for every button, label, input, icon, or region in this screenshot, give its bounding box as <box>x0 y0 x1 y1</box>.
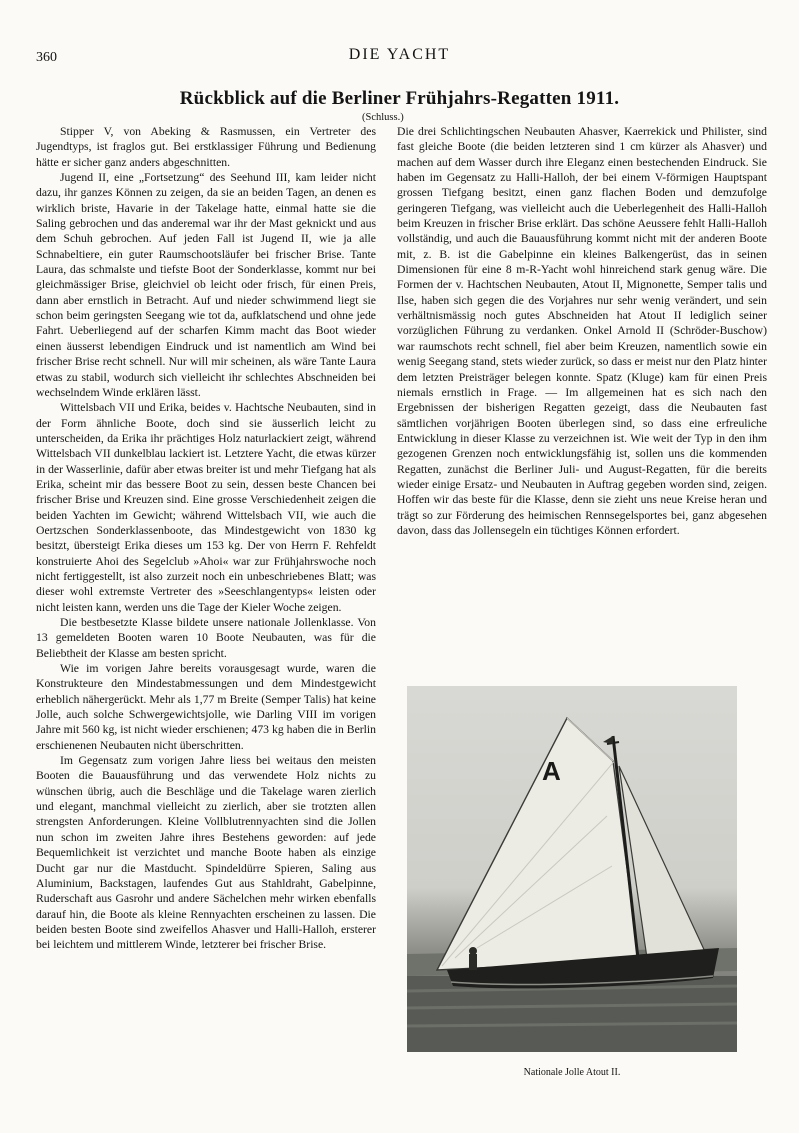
mainsail <box>437 718 639 970</box>
figure-caption: Nationale Jolle Atout II. <box>523 1067 621 1078</box>
article-title: Rückblick auf die Berliner Frühjahrs-Regatten 1911. <box>179 88 620 109</box>
article-subtitle: (Schluss.) <box>362 112 404 123</box>
sail-letter: A <box>542 756 561 786</box>
paragraph: Wittelsbach VII und Erika, beides v. Hachtsche Neubauten, sind in der Form ähnliche Boote, doch sind sie äusserlich leicht zu unterscheiden, da Erika ihr prächtiges Holz naturlackiert zeigt, während Wittelsbach VII dunkelblau lackiert ist. Letztere Yacht, die etwas kürzer in der Wasserlinie, dafür aber etwas breiter ist und mehr Tiefgang hat als Erika, scheint mir das bessere Boot zu sein, dessen beste Chancen bei frischer Brise und Kreuzen sind. Eine grosse Verschiedenheit zeigen die beiden Yachten im Gewicht; während Wittelsbach VII, wie auch die Oertzschen Sonderklassenboote, das Mindestgewicht von 1830 kg besitzt, übersteigt Erika dieses um 153 kg. Der von Herrn F. Rehfeldt konstruierte Ahoi des Segelclub »Ahoi« war zur Frühjahrswoche noch nicht fertiggestellt, ist also zurzeit noch ein unbeschriebenes Blatt; was dieser wohl extremste Vertreter des »Seeschlangentyps« leisten oder nicht leisten kann, werden uns die Tage der Kieler Woche zeigen. <box>36 401 376 614</box>
paragraph: Jugend II, eine „Fortsetzung“ des Seehund III, kam leider nicht dazu, ihr ganzes Können zu zeigen, da sie an beiden Tagen, an denen es wirklich briste, Havarie in der Takelage hatte, einmal hatte sie die Saling gebrochen und das anderemal war ihr der Mast geknickt und aus dem Schuh gebrochen. Auf jeden Fall ist Jugend II, wie ja alle Schnabeltiere, ein guter Raumschootsläufer bei frischer Brise. Tante Laura, das schmalste und tiefste Boot der Sonderklasse, kommt nur bei gleichmässiger Brise, gleichviel ob leicht oder frisch, für einen Preis, dann aber ernstlich in Betracht. Auf und nieder schwimmend liegt sie schon beim geringsten Seegang wie tot da, aufklatschend und ohne jede Fahrt. Ueberliegend auf der scharfen Kimm macht das Boot wieder einen äusserst lebendigen Eindruck und ist namentlich am Wind bei frischer Brise recht schnell. Nur will mir scheinen, als wäre Tante Laura etwas zu stabil, wodurch sich vielleicht ihr schlechtes Abschneiden bei wechselndem Winde erklären lässt. <box>36 171 376 399</box>
paragraph: Im Gegensatz zum vorigen Jahre liess bei weitaus den meisten Booten die Bauausführung und das verwendete Holz nichts zu wünschen übrig, auch die Beschläge und die Takelage waren zierlich und elegant, manchmal vielleicht zu zierlich, aber sie trotzten allen strengsten Anforderungen. Kleine Vollblutrennyachten sind die Jollen nun schon im zweiten Jahre ihres Bestehens geworden: auf jede Bequemlichkeit ist verzichtet und manche Boote haben als einzige Ducht gar nur die Mastducht. Spindeldürre Spieren, Saling aus Aluminium, Backstagen, laufendes Gut aus Stahldraht, Gabelpinne, Ruderschaft aus Gasrohr und andere Sächelchen mehr wirken ebenfalls darauf hin, die Boote als kleine Rennyachten erscheinen zu lassen. Die beiden besten Boote sind zweifellos Ahasver und Halli-Halloh, ersterer bei leichtem und mittlerem Winde, letzterer bei frischer Brise. <box>36 754 376 952</box>
left-column <box>36 124 376 953</box>
paragraph: Die bestbesetzte Klasse bildete unsere nationale Jollenklasse. Von 13 gemeldeten Booten waren 10 Boote Neubauten, was für die Beliebtheit der Klasse am besten spricht. <box>36 616 376 660</box>
page-number: 360 <box>36 50 57 65</box>
paragraph: Stipper V, von Abeking & Rasmussen, ein Vertreter des Jugendtyps, ist fraglos gut. Bei erstklassiger Führung und Bedienung hätte er sicher ganz anders abgeschnitten. <box>36 125 376 169</box>
sailboat-illustration <box>407 686 737 1052</box>
right-column <box>397 124 767 538</box>
paragraph: Wie im vorigen Jahre bereits vorausgesagt wurde, waren die Konstrukteure den Mindestabmessungen und dem Mindestgewicht erheblich nähergerückt. Mehr als 1,77 m Breite (Semper Talis) hat keine Jolle, auch solche Schwergewichtsjolle, wie Darling VIII im vorigen Jahre mit 560 kg, ist nicht wieder erschienen; 473 kg haben die in Berlin erschienenen Neubauten nicht überschritten. <box>36 662 376 752</box>
sailboat-photo <box>407 686 737 1052</box>
running-head: DIE YACHT <box>348 46 451 63</box>
paragraph: Die drei Schlichtingschen Neubauten Ahasver, Kaerrekick und Philister, sind fast gleiche Boote (die beiden letzteren sind 1 cm kürzer als Ahasver) und machen auf dem Wasser durch ihre Eleganz einen bestechenden Eindruck. Sie haben im Gegensatz zu Halli-Halloh, der bei einem V-förmigen Hauptspant grossen Tiefgang besitzt, einen ganz flachen Boden und demzufolge geringeren Tiefgang, was vielleicht auch die Ueberlegenheit des Halli-Halloh beim Kreuzen in frischer Brise erklärt. Das schöne Aeussere fehlt Halli-Halloh vollständig, und auch die Bauausführung kommt nicht mit der anderen Boote mit, z. B. ist die Gabelpinne ein kleines Balkengerüst, das in seinen Dimensionen für eine 8 m-R-Yacht wohl hinreichend stark genug wäre. Die Formen der v. Hachtschen Neubauten, Atout II, Mignonette, Semper talis und Ilse, haben sich gegen die des Vorjahres nur sehr wenig verändert, und sein verhältnismässig noch gutes Abschneiden hat Atout II lediglich seiner vorzüglichen Führung zu verdanken. Onkel Arnold II (Schröder-Buschow) war raumschots recht schnell, fiel aber beim Kreuzen, namentlich sowie ein wenig Seegang stand, stets wieder zurück, so dass er meist nur den Platz hinter dem letzten Preisträger belegen konnte. Spatz (Kluge) kam für einen Preis niemals ernstlich in Frage. — Im allgemeinen hat es sich nach den Ergebnissen der bisherigen Regatten gezeigt, dass die Neubauten fast sämtlichen vorjährigen Booten überlegen sind, so dass eine erfreuliche Entwicklung in dieser Klasse zu verzeichnen ist. Wie weit der Typ in den ihm gezogenen Grenzen noch entwicklungsfähig ist, sollen uns die kommenden Regatten, zunächst die Berliner Juli- und August-Regatten, für die bereits wieder einige Ersatz- und Neubauten in Auftrag gegeben worden sind, zeigen. Hoffen wir das beste für die Klasse, denn sie zieht uns neue Kreise heran und trägt so zur Förderung des heimischen Rennsegelsportes bei, ganz abgesehen davon, dass das Jollensegeln ein tüchtiges Können erfordert. <box>397 125 767 537</box>
crew-figure <box>469 954 477 970</box>
